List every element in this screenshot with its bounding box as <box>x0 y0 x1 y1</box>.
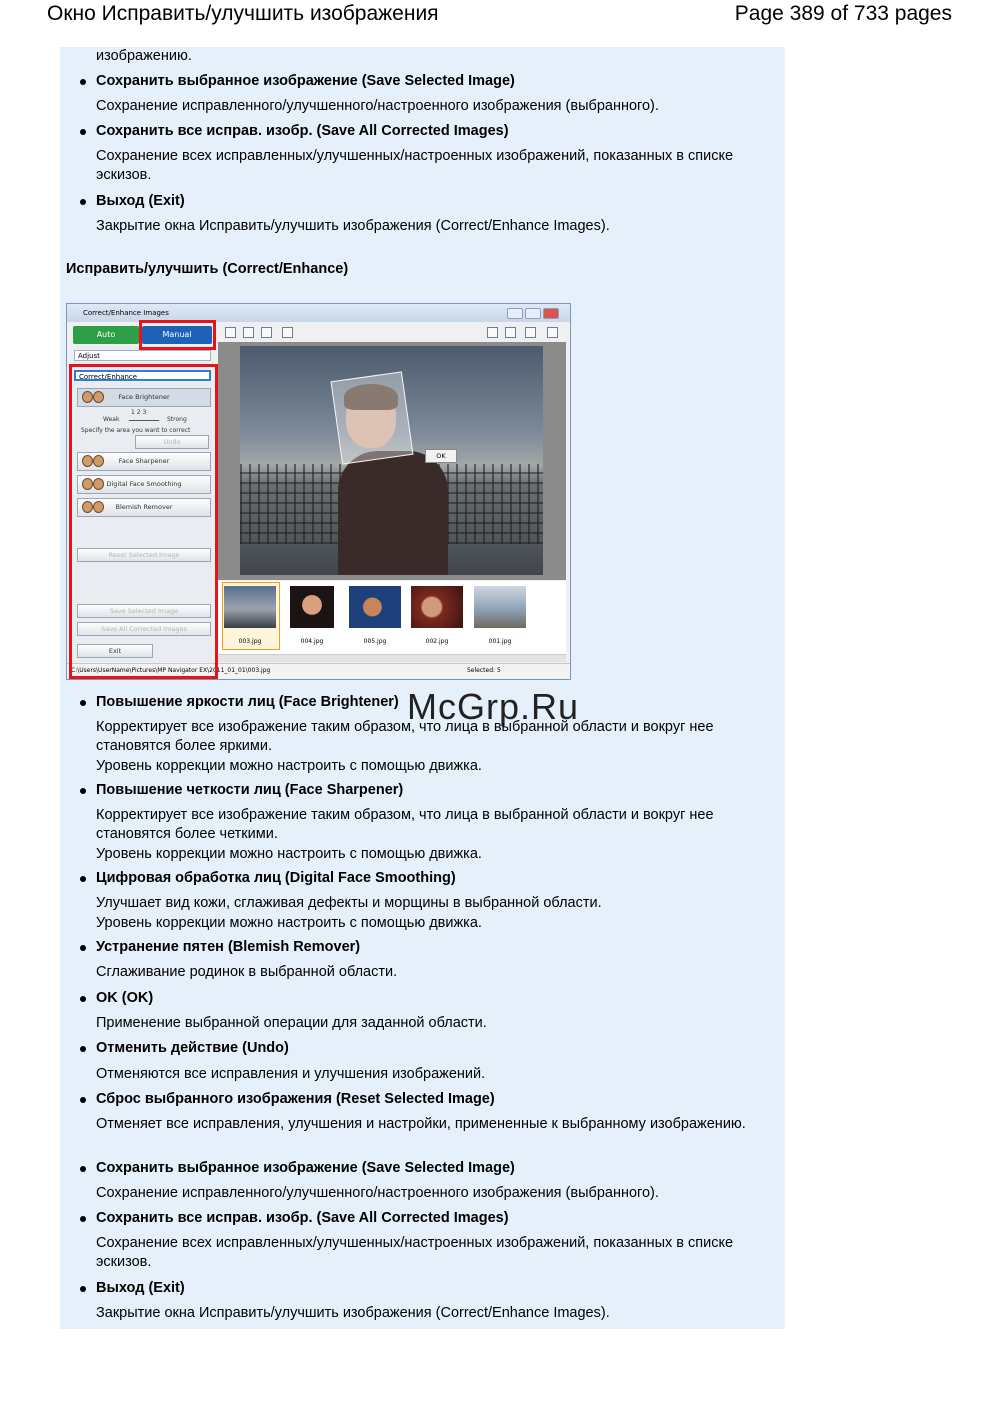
item-title: Цифровая обработка лиц (Digital Face Smoothing) <box>96 870 456 886</box>
highlight-frame-left-pane <box>69 364 218 679</box>
correct-enhance-tab[interactable]: Correct/Enhance <box>74 370 211 381</box>
thumbnail-caption: 003.jpg <box>238 638 262 645</box>
item-description: Улучшает вид кожи, сглаживая дефекты и морщины в выбранной области. <box>96 895 602 911</box>
child-body <box>338 451 448 575</box>
full-screen-icon[interactable] <box>547 327 558 338</box>
bullet <box>80 1286 86 1292</box>
section-title: Исправить/улучшить (Correct/Enhance) <box>66 261 349 277</box>
item-description: Отменяются все исправления и улучшения изображений. <box>96 1066 486 1082</box>
watermark: McGrp.Ru <box>407 686 580 727</box>
item-title: OK (OK) <box>96 990 154 1006</box>
item-desc-save-selected-top: Сохранение исправленного/улучшенного/настроенного изображения (выбранного). <box>96 98 659 114</box>
zoom-in-icon[interactable] <box>487 327 498 338</box>
strong-label: Strong <box>167 416 187 423</box>
item-title: Повышение яркости лиц (Face Brightener) <box>96 694 399 710</box>
preview-photo[interactable] <box>240 346 543 575</box>
rotate-left-icon[interactable] <box>225 327 236 338</box>
specify-text: Specify the area you want to correct <box>81 427 191 434</box>
thumbnail-001[interactable] <box>474 586 526 628</box>
thumbnail-004[interactable] <box>290 586 334 628</box>
item-description: Уровень коррекции можно настроить с помощью движка. <box>96 915 482 931</box>
save-selected-image-button[interactable]: Save Selected Image <box>77 604 211 618</box>
view-image-icon[interactable] <box>525 327 536 338</box>
item-title: Устранение пятен (Blemish Remover) <box>96 939 361 955</box>
crop-icon[interactable] <box>282 327 293 338</box>
app-screenshot <box>66 303 571 680</box>
item-title-save-all-top: Сохранить все исправ. изобр. (Save All Corrected Images) <box>96 123 509 139</box>
bullet <box>80 1216 86 1222</box>
item-description: Применение выбранной операции для заданной области. <box>96 1015 487 1031</box>
weak-label: Weak <box>103 416 120 423</box>
item-title: Сохранить все исправ. изобр. (Save All Corrected Images) <box>96 1210 509 1226</box>
bullet <box>80 79 86 85</box>
item-description: Сохранение всех исправленных/улучшенных/настроенных изображений, показанных в списке эскизов. <box>96 1235 734 1270</box>
maximize-icon[interactable] <box>525 308 541 319</box>
item-description: Закрытие окна Исправить/улучшить изображения (Correct/Enhance Images). <box>96 1305 610 1321</box>
exit-button[interactable]: Exit <box>77 644 153 658</box>
close-icon[interactable] <box>543 308 559 319</box>
mirror-icon[interactable] <box>261 327 272 338</box>
bullet <box>80 788 86 794</box>
page-number: Page 389 of 733 pages <box>734 2 952 25</box>
thumbnail-caption: 005.jpg <box>363 638 387 645</box>
item-title-exit-top: Выход (Exit) <box>96 193 185 209</box>
item-title: Отменить действие (Undo) <box>96 1040 289 1056</box>
item-title: Повышение четкости лиц (Face Sharpener) <box>96 782 404 798</box>
item-title: Сохранить выбранное изображение (Save Selected Image) <box>96 1160 515 1176</box>
tab-manual[interactable]: Manual <box>142 326 212 344</box>
zoom-out-icon[interactable] <box>505 327 516 338</box>
slider-scale: 1 2 3 <box>131 409 147 416</box>
ok-button[interactable]: OK <box>425 449 457 463</box>
bullet <box>80 1166 86 1172</box>
item-desc-exit-top: Закрытие окна Исправить/улучшить изображения (Correct/Enhance Images). <box>96 218 610 234</box>
face-sharpener-button[interactable]: Face Sharpener <box>77 452 211 471</box>
item-title: Выход (Exit) <box>96 1280 185 1296</box>
file-path: C:\Users\UserName\Pictures\MP Navigator EX\2011_01_01\003.jpg <box>71 667 271 674</box>
item-title-save-selected-top: Сохранить выбранное изображение (Save Selected Image) <box>96 73 515 89</box>
tab-auto[interactable]: Auto <box>73 326 139 344</box>
item-description: Сохранение исправленного/улучшенного/настроенного изображения (выбранного). <box>96 1185 659 1201</box>
digital-face-smoothing-button[interactable]: Digital Face Smoothing <box>77 475 211 494</box>
thumbnail-003[interactable] <box>224 586 276 628</box>
item-title: Сброс выбранного изображения (Reset Selected Image) <box>96 1091 495 1107</box>
blemish-remover-button[interactable]: Blemish Remover <box>77 498 211 517</box>
item-description: Сглаживание родинок в выбранной области. <box>96 964 398 980</box>
item-description: Уровень коррекции можно настроить с помощью движка. <box>96 758 482 774</box>
window-title: Correct/Enhance Images <box>83 309 169 317</box>
thumbnail-caption: 001.jpg <box>488 638 512 645</box>
bullet <box>80 945 86 951</box>
item-description: Корректирует все изображение таким образом, что лица в выбранной области и вокруг нее становятся более яркими. <box>96 719 714 754</box>
selection-frame[interactable] <box>331 371 414 464</box>
thumbnail-caption: 002.jpg <box>425 638 449 645</box>
face-brightener-button[interactable]: Face Brightener <box>77 388 211 407</box>
thumbnail-005[interactable] <box>349 586 401 628</box>
minimize-icon[interactable] <box>507 308 523 319</box>
selected-count: Selected: 5 <box>467 667 501 674</box>
bullet <box>80 700 86 706</box>
bullet <box>80 199 86 205</box>
bullet <box>80 996 86 1002</box>
highlight-frame-manual <box>139 320 216 350</box>
page-header-title: Окно Исправить/улучшить изображения <box>47 2 439 25</box>
continued-text: изображению. <box>96 48 192 64</box>
rotate-right-icon[interactable] <box>243 327 254 338</box>
undo-button[interactable]: Undo <box>135 435 209 449</box>
item-description: Корректирует все изображение таким образом, что лица в выбранной области и вокруг нее становятся более четкими. <box>96 807 714 842</box>
adjust-tab[interactable]: Adjust <box>74 350 211 361</box>
item-description: Уровень коррекции можно настроить с помощью движка. <box>96 846 482 862</box>
item-desc-save-all-top: Сохранение всех исправленных/улучшенных/настроенных изображений, показанных в списке эскизов. <box>96 148 734 183</box>
bullet <box>80 129 86 135</box>
bullet <box>80 876 86 882</box>
reset-selected-image-button[interactable]: Reset Selected Image <box>77 548 211 562</box>
horizontal-scrollbar[interactable] <box>218 654 566 662</box>
save-all-corrected-images-button[interactable]: Save All Corrected Images <box>77 622 211 636</box>
bullet <box>80 1046 86 1052</box>
thumbnail-002[interactable] <box>411 586 463 628</box>
bullet <box>80 1097 86 1103</box>
item-description: Отменяет все исправления, улучшения и настройки, примененные к выбранному изображению. <box>96 1116 746 1132</box>
thumbnail-caption: 004.jpg <box>300 638 324 645</box>
